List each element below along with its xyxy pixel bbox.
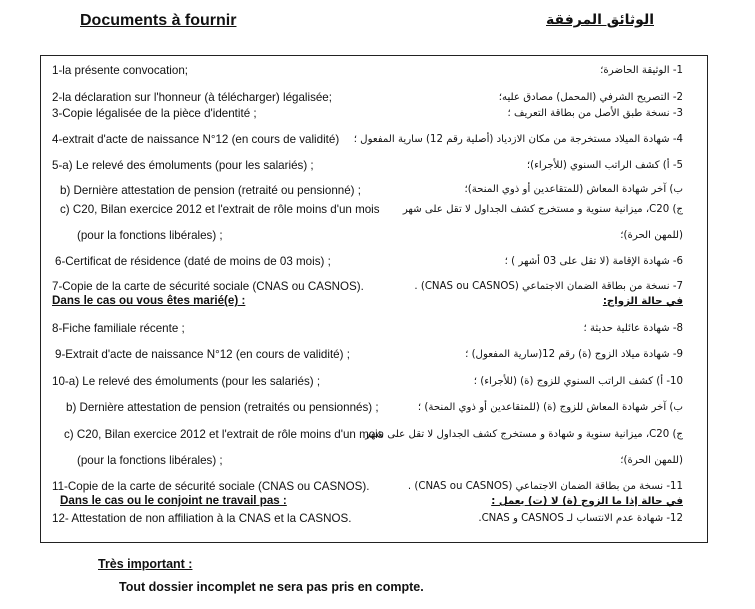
item-fr-10c: c) C20, Bilan exercice 2012 et l'extrait de rôle moins d'un mois	[64, 428, 384, 441]
item-ar-3: 3- نسخة طبق الأصل من بطاقة التعريف ؛	[507, 108, 683, 119]
item-ar-10c: ج) C20، ميزانية سنوية و شهادة و مستخرج كشف الجداول لا تقل على شهر	[365, 429, 683, 440]
section-spouse-fr: Dans le cas ou le conjoint ne travail pas :	[60, 494, 287, 507]
important-text: Tout dossier incomplet ne sera pas pris en compte.	[119, 580, 424, 594]
item-ar-5c: ج) C20، ميزانية سنوية و مستخرج كشف الجداول لا تقل على شهر	[402, 204, 683, 215]
page-title-ar: الوثائق المرفقة	[546, 12, 654, 28]
item-fr-10b: b) Dernière attestation de pension (retraités ou pensionnés) ;	[66, 401, 379, 414]
item-fr-12: 12- Attestation de non affiliation à la CNAS et la CASNOS.	[52, 512, 352, 525]
item-fr-9: 9-Extrait d'acte de naissance N°12 (en cours de validité) ;	[55, 348, 350, 361]
item-ar-1: 1- الوثيقة الحاضرة؛	[600, 65, 683, 76]
item-fr-10c-cont: (pour la fonctions libérales) ;	[77, 454, 223, 467]
item-ar-5a: 5- أ) كشف الراتب السنوي (للأجراء)؛	[526, 160, 683, 171]
page-title-fr: Documents à fournir	[80, 12, 237, 29]
item-ar-5c-cont: (للمهن الحرة)؛	[620, 230, 683, 241]
item-fr-8: 8-Fiche familiale récente ;	[52, 322, 185, 335]
item-fr-5b: b) Dernière attestation de pension (retraité ou pensionné) ;	[60, 184, 361, 197]
item-fr-5c: c) C20, Bilan exercice 2012 et l'extrait de rôle moins d'un mois	[60, 203, 380, 216]
section-spouse-ar: في حالة إذا ما الزوج (ة) لا (ت) يعمل :	[491, 496, 683, 507]
item-fr-6: 6-Certificat de résidence (daté de moins de 03 mois) ;	[55, 255, 331, 268]
item-fr-3: 3-Copie légalisée de la pièce d'identité ;	[52, 107, 257, 120]
item-ar-2: 2- التصريح الشرفي (المحمل) مصادق عليه؛	[498, 92, 683, 103]
item-ar-5b: ب) آخر شهادة المعاش (للمتقاعدين أو ذوي المنحة)؛	[464, 184, 683, 195]
item-ar-11: 11- نسخة من بطاقة الضمان الاجتماعي (CNAS ou CASNOS) .	[407, 481, 683, 492]
item-ar-12: 12- شهادة عدم الانتساب لـ CASNOS و CNAS.	[478, 513, 683, 524]
item-fr-2: 2-la déclaration sur l'honneur (à télécharger) légalisée;	[52, 91, 332, 104]
item-ar-10a: 10- أ) كشف الراتب السنوي للزوج (ة) (للأجراء) ؛	[473, 376, 683, 387]
item-ar-9: 9- شهادة ميلاد الزوج (ة) رقم 12(سارية المفعول) ؛	[465, 349, 683, 360]
item-ar-4: 4- شهادة الميلاد مستخرجة من مكان الازدياد (أصلية رقم 12) سارية المفعول ؛	[353, 134, 683, 145]
section-married-ar: في حالة الزواج:	[602, 296, 683, 307]
item-fr-4: 4-extrait d'acte de naissance N°12 (en cours de validité)	[52, 133, 340, 146]
item-ar-10b: ب) آخر شهادة المعاش للزوج (ة) (للمتقاعدين أو ذوي المنحة) ؛	[417, 402, 683, 413]
item-ar-7: 7- نسخة من بطاقة الضمان الاجتماعي (CNAS ou CASNOS) .	[414, 281, 683, 292]
item-fr-10a: 10-a) Le relevé des émoluments (pour les salariés) ;	[52, 375, 321, 388]
item-ar-10c-cont: (للمهن الحرة)؛	[620, 455, 683, 466]
item-fr-1: 1-la présente convocation;	[52, 64, 188, 77]
section-married-fr: Dans le cas ou vous êtes marié(e) :	[52, 294, 246, 307]
item-fr-7: 7-Copie de la carte de sécurité sociale (CNAS ou CASNOS).	[52, 280, 364, 293]
item-fr-11: 11-Copie de la carte de sécurité sociale (CNAS ou CASNOS).	[52, 480, 370, 493]
important-label: Très important :	[98, 557, 193, 571]
item-fr-5c-cont: (pour la fonctions libérales) ;	[77, 229, 223, 242]
item-ar-6: 6- شهادة الإقامة (لا تقل على 03 أشهر ) ؛	[504, 256, 683, 267]
item-fr-5a: 5-a) Le relevé des émoluments (pour les salariés) ;	[52, 159, 314, 172]
item-ar-8: 8- شهادة عائلية حديثة ؛	[583, 323, 683, 334]
